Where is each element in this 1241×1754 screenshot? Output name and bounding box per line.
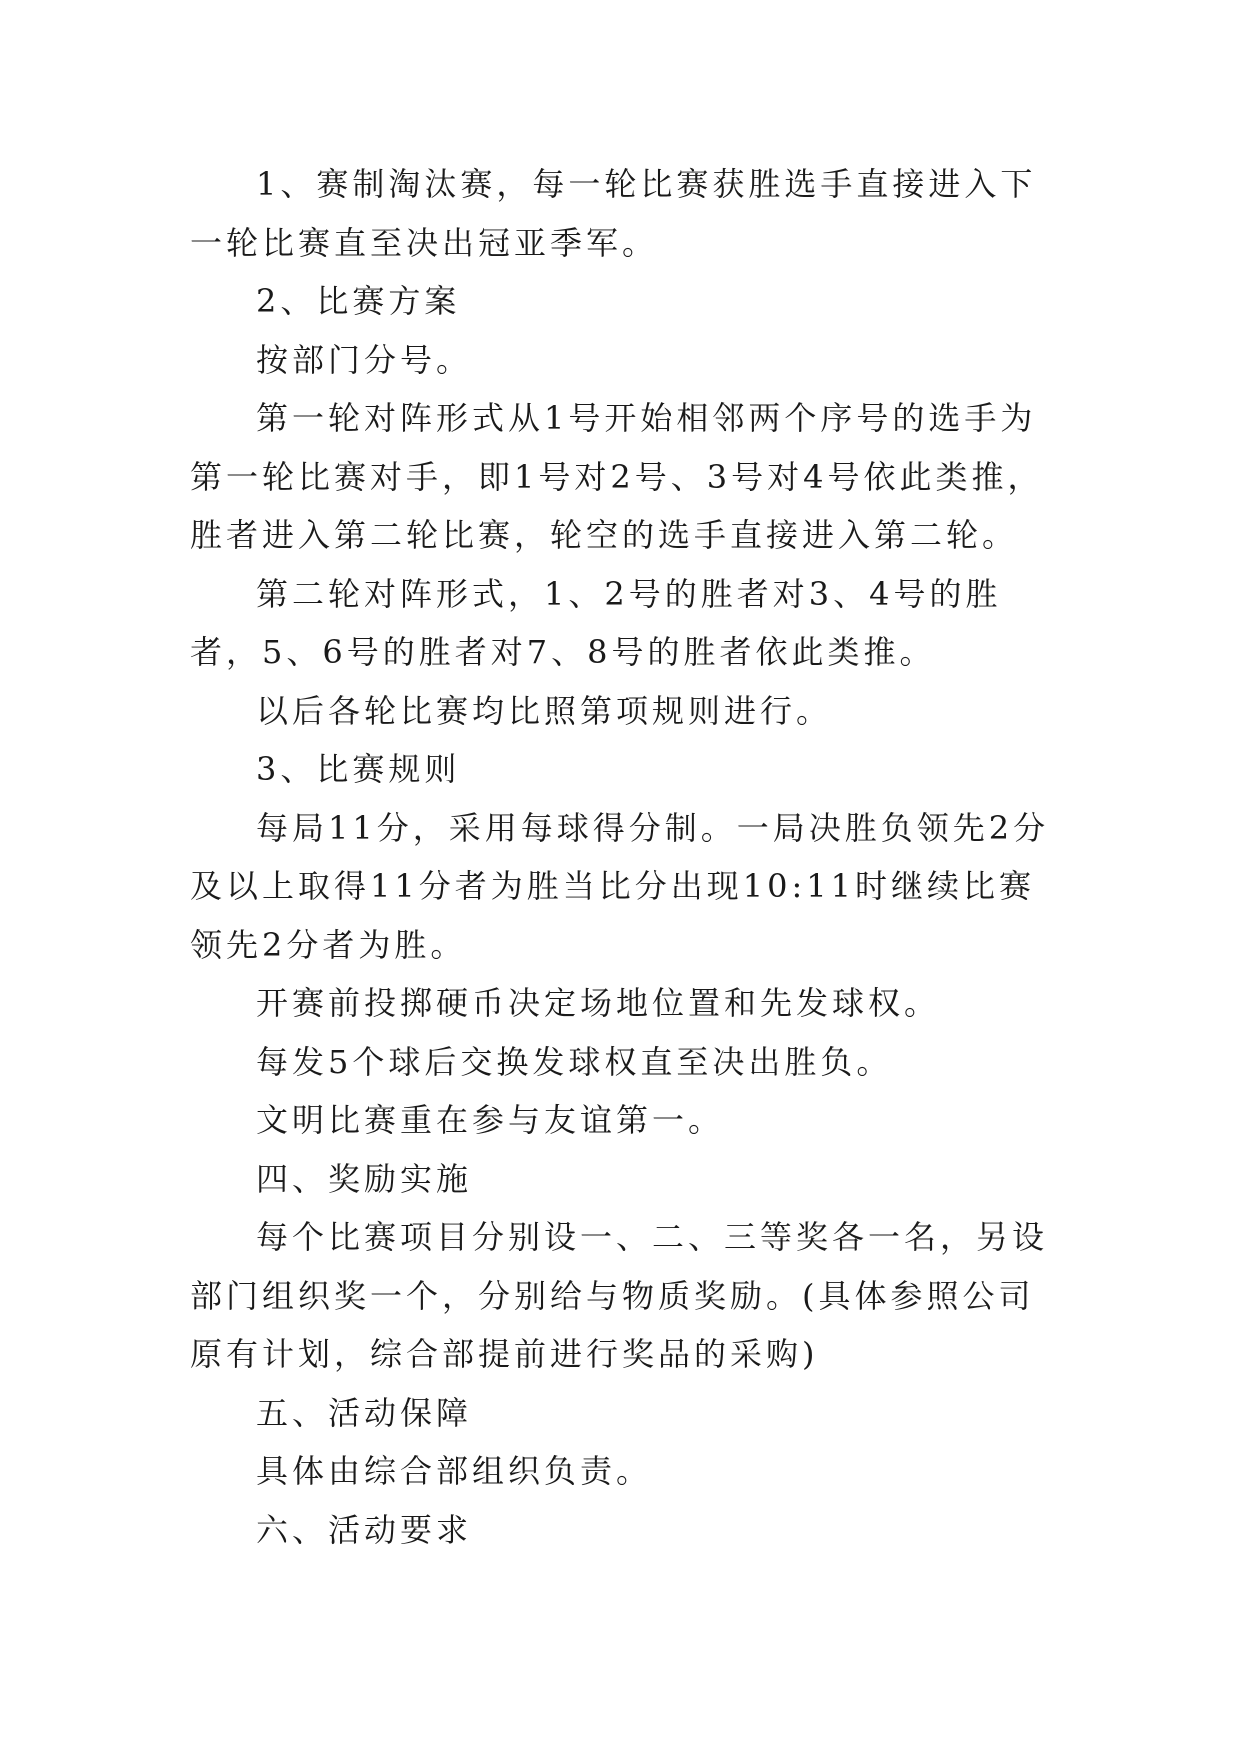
paragraph: 开赛前投掷硬币决定场地位置和先发球权。 <box>256 984 941 1022</box>
paragraph: 每个比赛项目分别设一、二、三等奖各一名，另设部门组织奖一个，分别给与物质奖励。(具体参照公司原有计划，综合部提前进行奖品的采购) <box>190 1218 1049 1373</box>
section-heading: 2、比赛方案 <box>256 282 461 320</box>
section-heading: 六、活动要求 <box>256 1510 473 1549</box>
paragraph: 以后各轮比赛均比照第项规则进行。 <box>256 691 833 730</box>
paragraph: 文明比赛重在参与友谊第一。 <box>256 1101 725 1139</box>
document-body <box>190 155 1070 1559</box>
section-heading: 四、奖励实施 <box>256 1159 473 1198</box>
paragraph: 第二轮对阵形式，1、2号的胜者对3、4号的胜者，5、6号的胜者对7、8号的胜者依此类推。 <box>190 574 1002 671</box>
paragraph: 按部门分号。 <box>256 340 473 379</box>
paragraph: 每局11分，采用每球得分制。一局决胜负领先2分及以上取得11分者为胜当比分出现10:11时继续比赛领先2分者为胜。 <box>190 808 1050 964</box>
paragraph: 具体由综合部组织负责。 <box>256 1452 653 1490</box>
section-heading: 五、活动保障 <box>256 1393 473 1432</box>
paragraph: 1、赛制淘汰赛，每一轮比赛获胜选手直接进入下一轮比赛直至决出冠亚季军。 <box>190 165 1037 262</box>
paragraph: 第一轮对阵形式从1号开始相邻两个序号的选手为第一轮比赛对手，即1号对2号、3号对4号依此类推，胜者进入第二轮比赛，轮空的选手直接进入第二轮。 <box>190 399 1044 554</box>
paragraph: 每发5个球后交换发球权直至决出胜负。 <box>256 1042 893 1081</box>
section-heading: 3、比赛规则 <box>256 750 461 788</box>
